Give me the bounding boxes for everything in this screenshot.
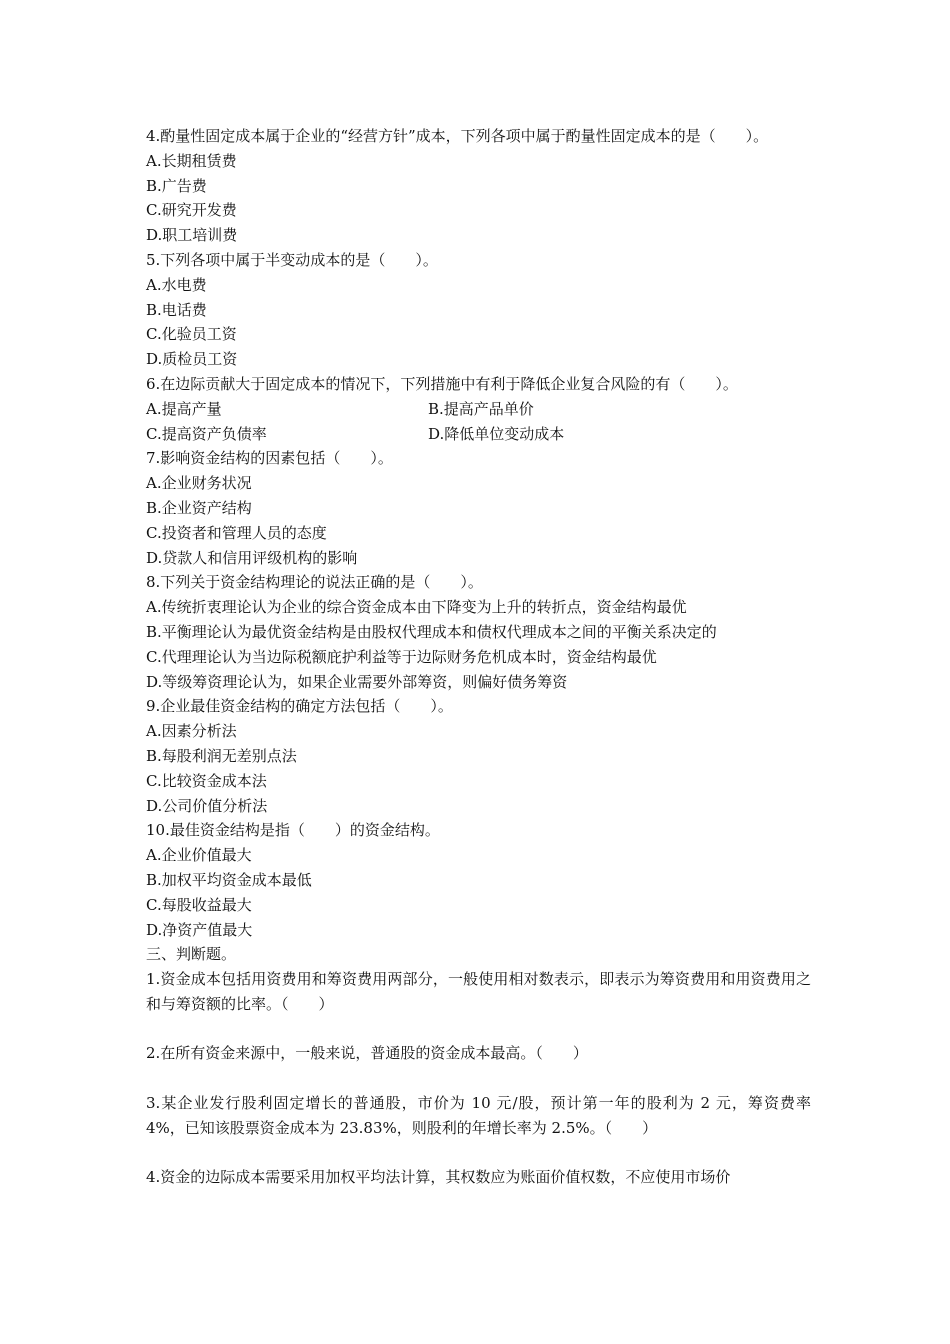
question-10-option-d: D.净资产值最大 xyxy=(146,920,253,939)
question-5-option-c: C.化验员工资 xyxy=(146,325,237,344)
judgment-item-1: 1.资金成本包括用资费用和筹资费用两部分，一般使用相对数表示，即表示为筹资费用和用资费用之和与筹资额的比率。（ ） xyxy=(146,970,811,1013)
question-content xyxy=(146,124,811,1190)
question-4-option-c: C.研究开发费 xyxy=(146,201,237,220)
question-4-stem: 4.酌量性固定成本属于企业的“经营方针”成本，下列各项中属于酌量性固定成本的是（ ）。 xyxy=(146,127,769,145)
question-5-option-d: D.质检员工资 xyxy=(146,350,238,369)
question-8-stem: 8.下列关于资金结构理论的说法正确的是（ ）。 xyxy=(146,573,483,592)
question-6-option-d: D.降低单位变动成本 xyxy=(428,424,565,443)
question-10-option-c: C.每股收益最大 xyxy=(146,895,252,914)
question-10-option-a: A.企业价值最大 xyxy=(146,846,252,865)
question-6-option-a: A.提高产量 xyxy=(146,399,222,418)
question-4-option-d: D.职工培训费 xyxy=(146,226,238,245)
question-4-option-b: B.广告费 xyxy=(146,176,207,195)
question-10-stem: 10.最佳资金结构是指（ ）的资金结构。 xyxy=(146,821,440,840)
question-10-option-b: B.加权平均资金成本最低 xyxy=(146,870,312,889)
question-6-options-row-2 xyxy=(146,422,811,447)
spacer xyxy=(146,1141,811,1166)
question-9-option-d: D.公司价值分析法 xyxy=(146,796,268,815)
question-6-stem: 6.在边际贡献大于固定成本的情况下，下列措施中有利于降低企业复合风险的有（ ）。 xyxy=(146,374,738,393)
question-8-option-a: A.传统折衷理论认为企业的综合资金成本由下降变为上升的转折点，资金结构最优 xyxy=(146,598,687,617)
question-8-option-c: C.代理理论认为当边际税额庇护利益等于边际财务危机成本时，资金结构最优 xyxy=(146,647,657,666)
question-9-stem: 9.企业最佳资金结构的确定方法包括（ ）。 xyxy=(146,697,453,716)
spacer xyxy=(146,1017,811,1042)
question-8-option-d: D.等级筹资理论认为，如果企业需要外部筹资，则偏好债务筹资 xyxy=(146,672,568,691)
question-9-option-b: B.每股利润无差别点法 xyxy=(146,746,297,765)
question-6-options-row-1 xyxy=(146,397,811,422)
question-7-option-c: C.投资者和管理人员的态度 xyxy=(146,523,327,542)
question-6-option-b: B.提高产品单价 xyxy=(428,399,534,418)
question-5-stem: 5.下列各项中属于半变动成本的是（ ）。 xyxy=(146,250,438,269)
question-7-option-d: D.贷款人和信用评级机构的影响 xyxy=(146,548,358,567)
section-3-heading: 三、判断题。 xyxy=(146,945,237,964)
question-7-option-b: B.企业资产结构 xyxy=(146,498,252,517)
question-4-option-a: A.长期租赁费 xyxy=(146,151,237,170)
spacer xyxy=(146,1066,811,1091)
question-5-option-a: A.水电费 xyxy=(146,275,207,294)
question-7-stem: 7.影响资金结构的因素包括（ ）。 xyxy=(146,449,393,468)
question-7-option-a: A.企业财务状况 xyxy=(146,474,252,493)
question-9-option-c: C.比较资金成本法 xyxy=(146,771,267,790)
judgment-item-2: 2.在所有资金来源中，一般来说，普通股的资金成本最高。（ ） xyxy=(146,1044,588,1063)
question-8-option-b: B.平衡理论认为最优资金结构是由股权代理成本和债权代理成本之间的平衡关系决定的 xyxy=(146,622,717,641)
judgment-item-4: 4.资金的边际成本需要采用加权平均法计算，其权数应为账面价值权数，不应使用市场价 xyxy=(146,1168,731,1187)
question-6-option-c: C.提高资产负债率 xyxy=(146,424,267,443)
question-9-option-a: A.因素分析法 xyxy=(146,722,237,741)
judgment-item-3: 3.某企业发行股利固定增长的普通股，市价为 10 元/股，预计第一年的股利为 2 元，筹资费率 4%，已知该股票资金成本为 23.83%，则股利的年增长率为 2.5%。（ ） xyxy=(146,1094,811,1137)
question-5-option-b: B.电话费 xyxy=(146,300,207,319)
